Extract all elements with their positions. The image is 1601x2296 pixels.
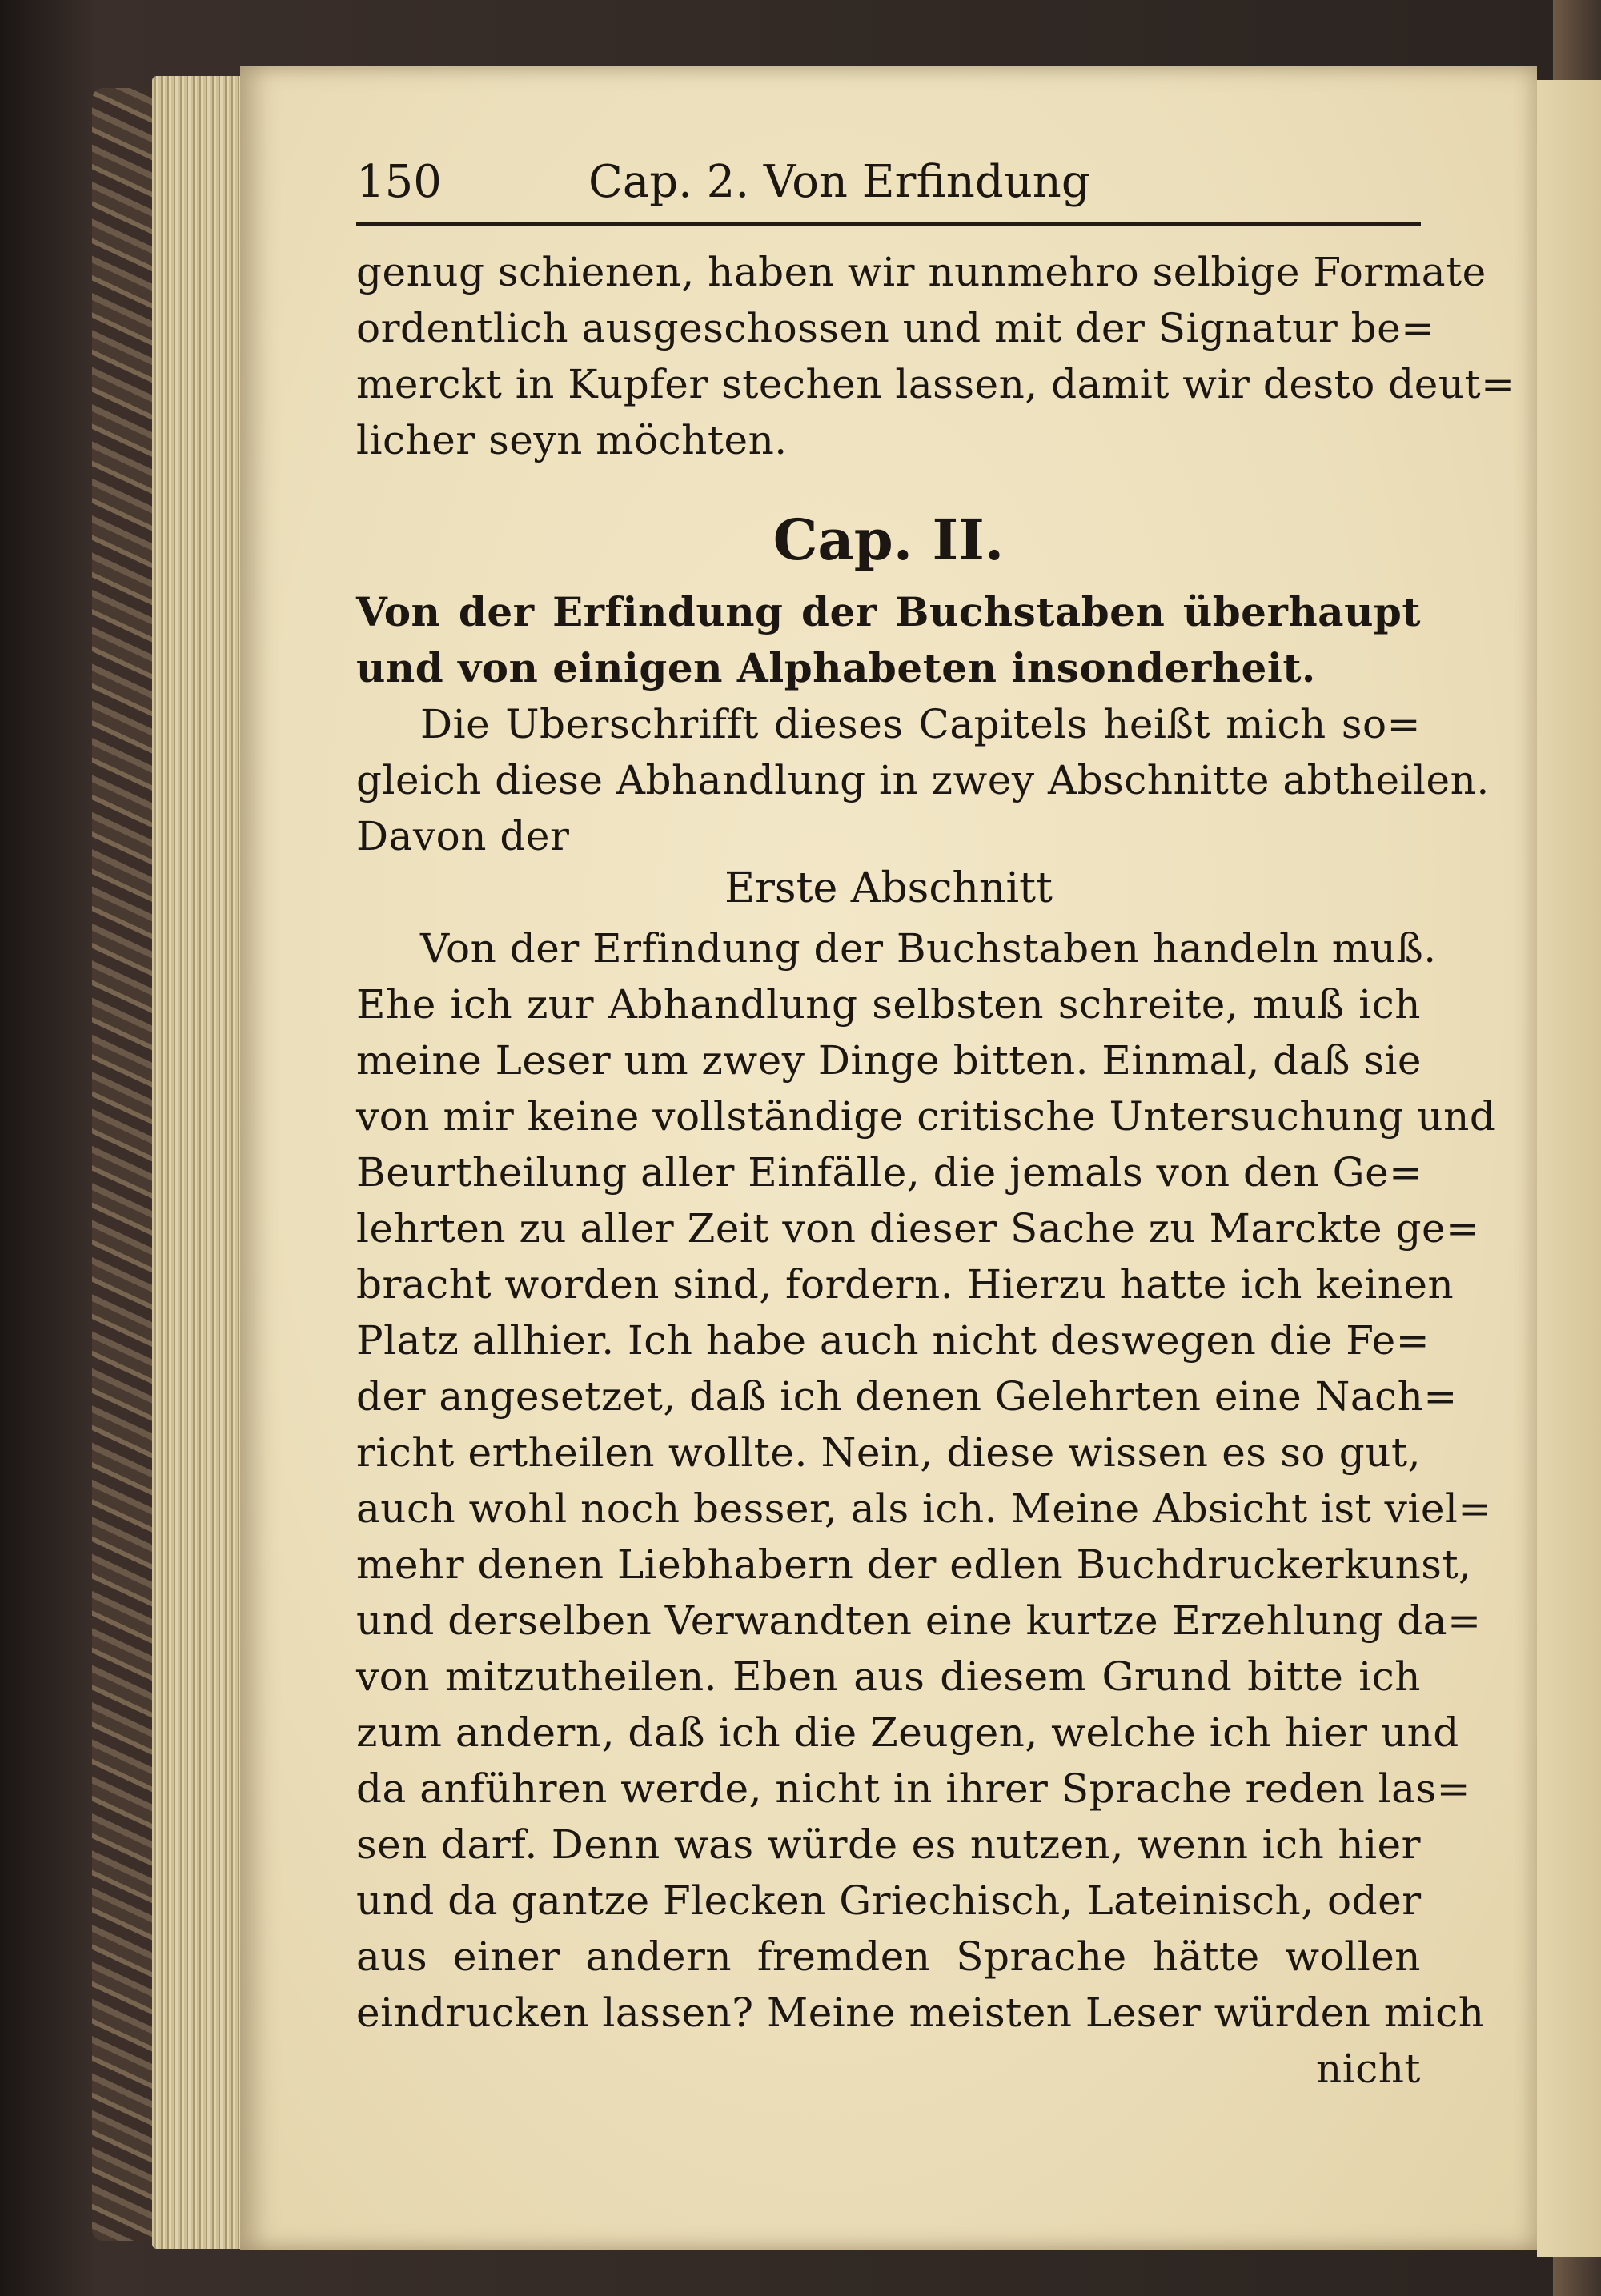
- body-line: und da gantze Flecken Griechisch, Lateinisch, oder: [356, 1877, 1422, 1924]
- paragraph-line: gleich diese Abhandlung in zwey Abschnitte abtheilen.: [356, 757, 1490, 803]
- catchword: nicht: [1316, 2046, 1421, 2092]
- section-label: Erste Abschnitt: [724, 864, 1053, 912]
- body-line: da anführen werde, nicht in ihrer Sprache reden las=: [356, 1765, 1471, 1812]
- page-number: 150: [356, 156, 442, 208]
- body-line: zum andern, daß ich die Zeugen, welche ich hier und: [356, 1709, 1459, 1756]
- chapter-title-line: und von einigen Alphabeten insonderheit.: [356, 644, 1316, 691]
- body-line: meine Leser um zwey Dinge bitten. Einmal, daß sie: [356, 1037, 1422, 1084]
- body-line: richt ertheilen wollte. Nein, diese wissen es so gut,: [356, 1429, 1421, 1476]
- body-line: mehr denen Liebhabern der edlen Buchdruckerkunst,: [356, 1541, 1472, 1588]
- body-line: eindrucken lassen? Meine meisten Leser würden mich: [356, 1989, 1485, 2036]
- intro-line: merckt in Kupfer stechen lassen, damit wir desto deut=: [356, 361, 1515, 407]
- paragraph-line: Die Uberschrifft dieses Capitels heißt mich so=: [420, 701, 1421, 747]
- intro-line: ordentlich ausgeschossen und mit der Signatur be=: [356, 305, 1435, 351]
- body-line: der angesetzet, daß ich denen Gelehrten eine Nach=: [356, 1373, 1458, 1420]
- body-line: auch wohl noch besser, als ich. Meine Absicht ist viel=: [356, 1485, 1492, 1532]
- body-line: lehrten zu aller Zeit von dieser Sache zu Marckte ge=: [356, 1205, 1480, 1252]
- body-line: von mir keine vollständige critische Untersuchung und: [356, 1093, 1496, 1140]
- body-line: Von der Erfindung der Buchstaben handeln muß.: [420, 925, 1437, 972]
- body-line: Ehe ich zur Abhandlung selbsten schreite, muß ich: [356, 981, 1421, 1028]
- body-line: aus einer andern fremden Sprache hätte wollen: [356, 1933, 1421, 1980]
- header-rule: [356, 222, 1421, 226]
- facing-page-edge: [1537, 80, 1601, 2257]
- chapter-label: Cap. II.: [772, 507, 1005, 573]
- page-edges: [152, 76, 248, 2249]
- body-line: Platz allhier. Ich habe auch nicht deswegen die Fe=: [356, 1317, 1430, 1364]
- body-line: und derselben Verwandten eine kurtze Erzehlung da=: [356, 1597, 1482, 1644]
- body-line: sen darf. Denn was würde es nutzen, wenn ich hier: [356, 1821, 1421, 1868]
- chapter-title-line: Von der Erfindung der Buchstaben überhaupt: [356, 588, 1421, 635]
- intro-line: licher seyn möchten.: [356, 417, 788, 463]
- paragraph-line: Davon der: [356, 813, 570, 859]
- body-line: von mitzutheilen. Eben aus diesem Grund bitte ich: [356, 1653, 1421, 1700]
- running-title: Cap. 2. Von Erfindung: [588, 156, 1090, 208]
- page-header: [356, 150, 1421, 214]
- intro-line: genug schienen, haben wir nunmehro selbige Formate: [356, 249, 1487, 295]
- body-line: bracht worden sind, fordern. Hierzu hatte ich keinen: [356, 1261, 1455, 1308]
- body-line: Beurtheilung aller Einfälle, die jemals von den Ge=: [356, 1149, 1423, 1196]
